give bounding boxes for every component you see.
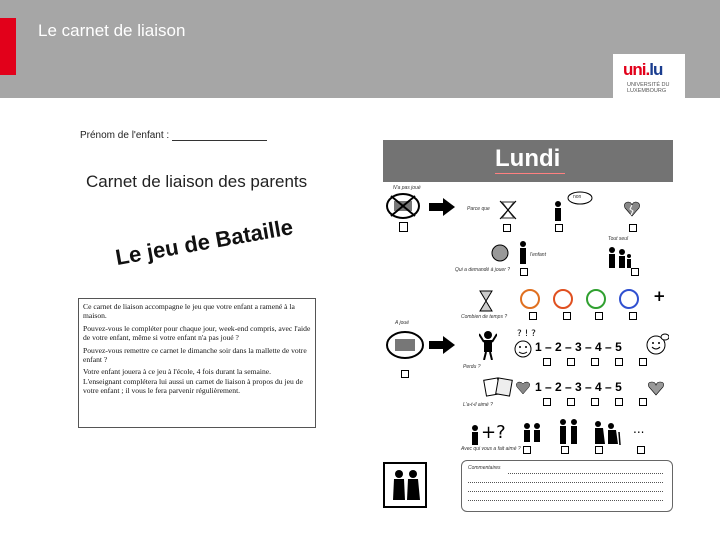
grandparents-photo-box — [383, 462, 427, 508]
person-icon — [469, 424, 481, 446]
checkbox[interactable] — [615, 358, 623, 366]
comment-line — [468, 500, 663, 501]
logo-subtitle — [627, 82, 669, 94]
plus-question: +? — [481, 422, 506, 443]
notebook-title: Carnet de liaison des parents — [86, 172, 308, 191]
happy-face-icon — [645, 332, 669, 356]
instruction-paragraph: Votre enfant jouera à ce jeu à l'école, 4 fois durant la semaine. L'enseignant complétera lui aussi un carnet de liaison à propos du jeu de votre enfant ; il vous le fera parvenir régulièrement. — [83, 367, 303, 396]
checkbox[interactable] — [629, 224, 637, 232]
heart-icon — [647, 380, 665, 396]
clock-icons-row — [519, 288, 649, 310]
day-title: Lundi — [495, 145, 561, 172]
no-game-icon — [385, 192, 421, 220]
day-title-underline — [495, 173, 565, 174]
grandparents-icon — [591, 420, 621, 446]
checkbox[interactable] — [639, 358, 647, 366]
checkbox[interactable] — [401, 370, 409, 378]
logo-subtitle-line2: LUXEMBOURG — [627, 88, 667, 94]
smiley-icon — [513, 339, 533, 359]
comments-label: Commentaires — [468, 465, 501, 471]
not-played-label: N'a pas joué — [393, 185, 421, 191]
parent-icon — [518, 240, 528, 266]
notebook-cover-document — [78, 120, 328, 435]
checkbox[interactable] — [637, 446, 645, 454]
comments-box[interactable] — [461, 460, 673, 512]
checkbox[interactable] — [529, 312, 537, 320]
comment-line — [468, 491, 663, 492]
played-label: A joué — [395, 320, 409, 326]
university-logo — [613, 54, 685, 100]
hourglass-crossed-icon — [499, 200, 517, 220]
more-ellipsis: ... — [633, 422, 645, 436]
instruction-paragraph: Pouvez-vous le compléter pour chaque jour, week-end compris, avec l'aide de votre enfant, même si votre enfant n'a pas joué ? — [83, 323, 311, 343]
logo-mark-blue: lu — [649, 60, 663, 79]
slide-title: Le carnet de liaison — [38, 21, 186, 40]
because-label: Parce que — [467, 206, 490, 212]
who-asked-label: Qui a demandé à jouer ? — [455, 267, 511, 273]
accent-bar — [0, 18, 16, 75]
logo-mark — [623, 60, 662, 80]
hourglass-icon — [479, 290, 493, 312]
instruction-paragraph: Pouvez-vous remettre ce carnet le dimanche soir dans la mallette de votre enfant ? — [83, 345, 307, 365]
checkbox[interactable] — [567, 358, 575, 366]
liked-label: L'a-t-il aimé ? — [463, 402, 493, 408]
winner-child-icon — [479, 330, 497, 360]
checkbox[interactable] — [639, 398, 647, 406]
cards-icon — [483, 377, 517, 397]
rating-scale: 1 – 2 – 3 – 4 – 5 — [535, 380, 622, 394]
day-banner — [383, 140, 673, 182]
elderly-couple-icon — [389, 468, 423, 504]
arrow-right-icon — [429, 336, 455, 354]
checkbox[interactable] — [595, 312, 603, 320]
checkbox[interactable] — [591, 398, 599, 406]
logo-subtitle-line1: UNIVERSITÉ DU — [627, 82, 670, 88]
game-title: Le jeu de Bataille — [113, 214, 295, 271]
checkbox[interactable] — [595, 446, 603, 454]
instruction-paragraph: Ce carnet de liaison accompagne le jeu que votre enfant a ramené à la maison. — [83, 302, 295, 321]
parents-icon — [557, 418, 581, 446]
plus-icon: + — [653, 287, 666, 305]
checkbox[interactable] — [567, 398, 575, 406]
instructions-box — [78, 298, 316, 428]
checkbox[interactable] — [555, 224, 563, 232]
monday-page-document — [383, 140, 673, 512]
logo-mark-red: uni. — [623, 60, 650, 79]
broken-heart-icon — [515, 380, 531, 396]
checkbox[interactable] — [543, 398, 551, 406]
arrow-right-icon — [429, 198, 455, 216]
family-icon — [607, 246, 633, 270]
child-icon — [553, 200, 563, 222]
child-name-field — [80, 130, 267, 141]
two-children-icon — [521, 422, 543, 444]
duration-label: Combien de temps ? — [461, 314, 508, 320]
checkbox[interactable] — [615, 398, 623, 406]
played-game-icon — [385, 330, 425, 360]
rating-scale: 1 – 2 – 3 – 4 – 5 — [535, 340, 622, 354]
checkbox[interactable] — [563, 312, 571, 320]
checkbox[interactable] — [503, 224, 511, 232]
face-icon — [491, 244, 509, 262]
with-child-label: l'enfant — [530, 252, 546, 258]
speech-no-text: non — [573, 194, 582, 200]
child-name-label: Prénom de l'enfant : — [80, 130, 170, 141]
checkbox[interactable] — [631, 268, 639, 276]
broken-heart-icon — [623, 200, 641, 218]
comment-line — [468, 482, 663, 483]
slide-header — [0, 0, 720, 98]
comment-line — [508, 473, 663, 474]
checkbox[interactable] — [561, 446, 569, 454]
checkbox[interactable] — [520, 268, 528, 276]
with-whom-label: Avec qui vous a fait aimé ? — [461, 446, 521, 452]
checkbox[interactable] — [629, 312, 637, 320]
result-label: Perdu ? — [463, 364, 481, 370]
checkbox[interactable] — [399, 222, 408, 232]
checkbox[interactable] — [523, 446, 531, 454]
checkbox[interactable] — [591, 358, 599, 366]
alone-label: Tout seul — [608, 236, 629, 242]
question-marks: ? ! ? — [517, 329, 536, 339]
checkbox[interactable] — [543, 358, 551, 366]
child-name-blank — [172, 131, 267, 141]
